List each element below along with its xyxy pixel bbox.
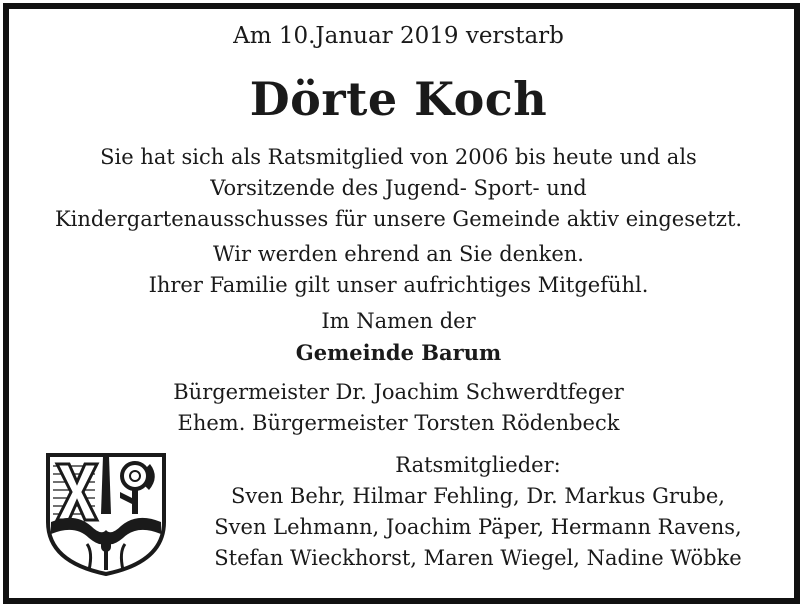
tribute-line: Vorsitzende des Jugend- Sport- und [210, 176, 587, 200]
members-line: Sven Behr, Hilmar Fehling, Dr. Markus Grube, [231, 484, 725, 508]
members-heading: Ratsmitglieder: [395, 453, 561, 477]
mayors-block [0, 377, 797, 439]
council-members-block [188, 450, 768, 574]
members-line: Sven Lehmann, Joachim Päper, Hermann Ravens, [214, 515, 742, 539]
tribute-paragraph [0, 142, 797, 235]
death-date-intro: Am 10.Januar 2019 verstarb [233, 23, 564, 49]
coat-of-arms-icon [45, 452, 167, 577]
condolence-line: Wir werden ehrend an Sie denken. [213, 242, 584, 266]
tribute-line: Kindergartenausschusses für unsere Gemeinde aktiv eingesetzt. [54, 207, 743, 231]
tribute-line: Sie hat sich als Ratsmitglied von 2006 bis heute und als [100, 145, 697, 169]
deceased-name: Dörte Koch [249, 72, 548, 126]
organization-name: Gemeinde Barum [295, 340, 502, 365]
mayor-line: Bürgermeister Dr. Joachim Schwerdtfeger [173, 380, 624, 404]
mayor-line: Ehem. Bürgermeister Torsten Rödenbeck [177, 411, 620, 435]
condolence-paragraph [0, 239, 797, 301]
sign-intro: Im Namen der [321, 309, 476, 333]
members-line: Stefan Wieckhorst, Maren Wiegel, Nadine Wöbke [214, 546, 742, 570]
condolence-line: Ihrer Familie gilt unser aufrichtiges Mitgefühl. [148, 273, 649, 297]
